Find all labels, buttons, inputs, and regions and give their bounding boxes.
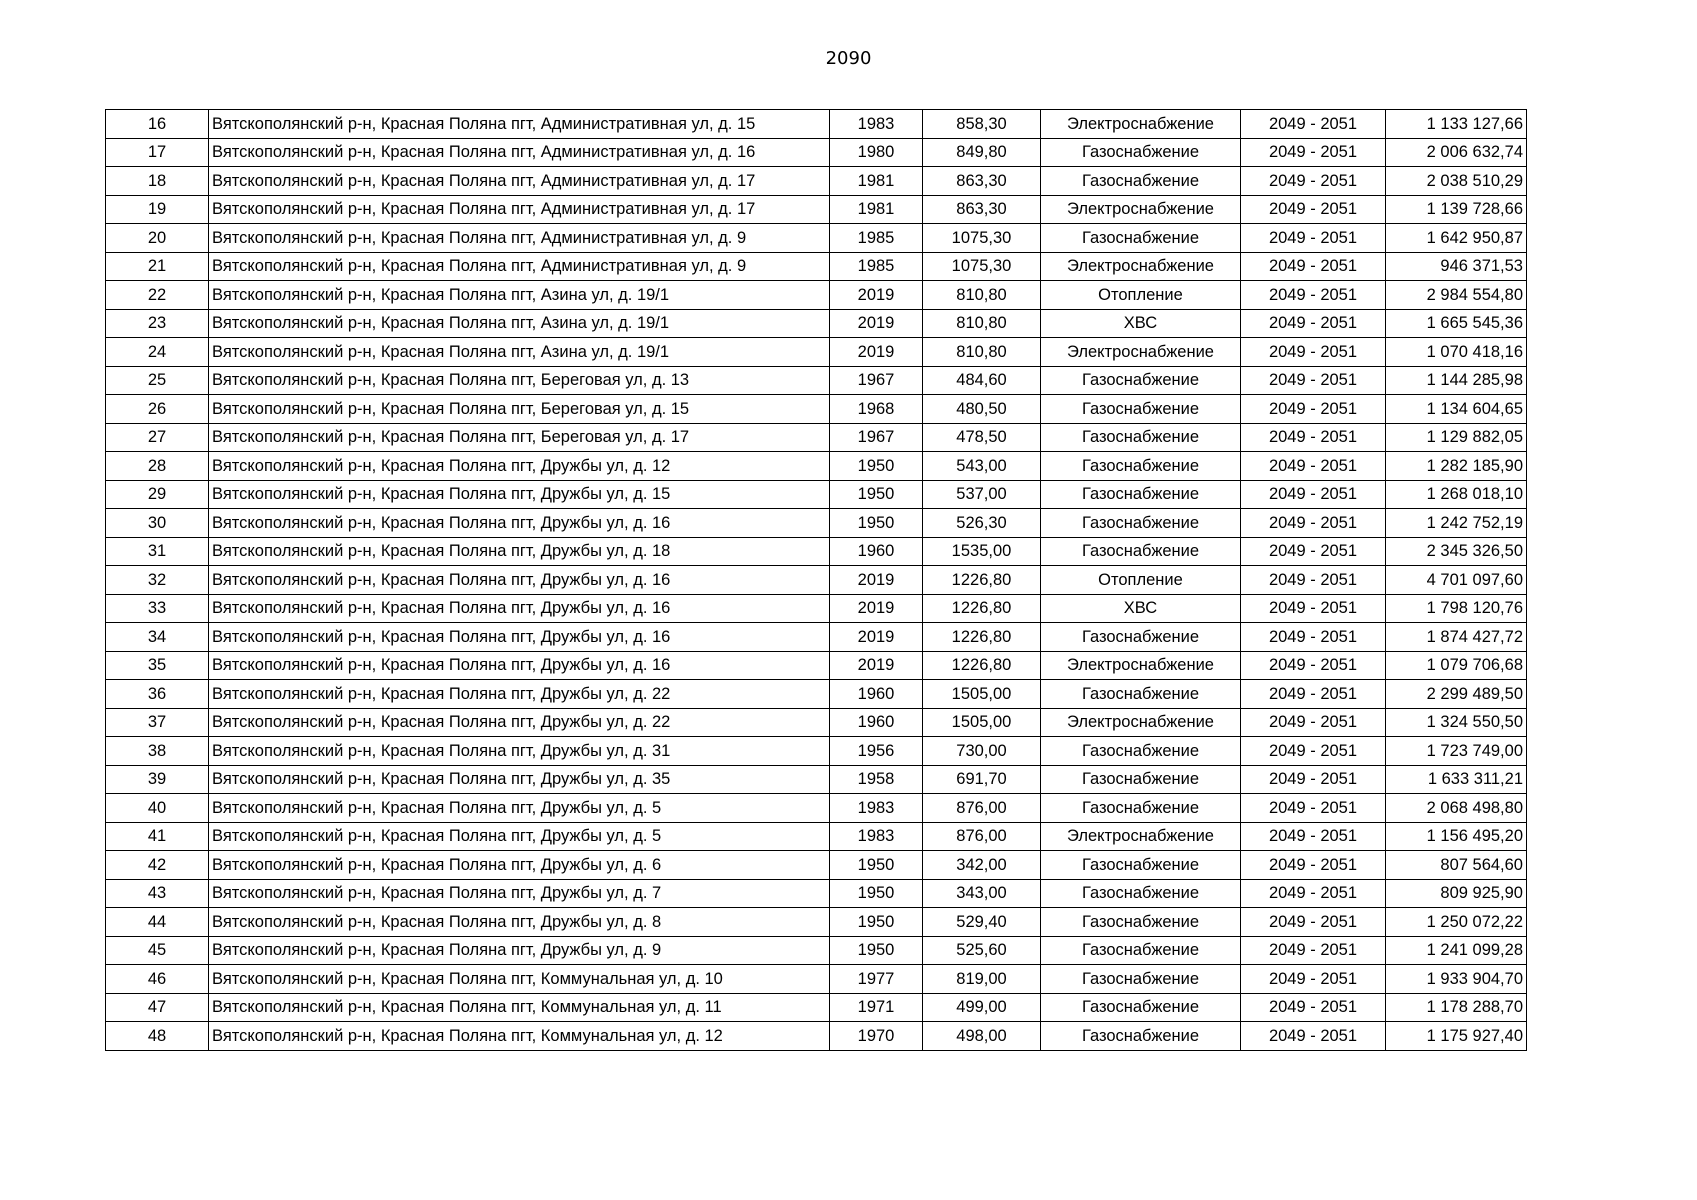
cost-cell: 1 079 706,68 [1386,651,1527,680]
address-cell: Вятскополянский р-н, Красная Поляна пгт, Коммунальная ул, д. 12 [209,1022,830,1051]
address-cell: Вятскополянский р-н, Красная Поляна пгт, Береговая ул, д. 17 [209,423,830,452]
area-cell: 858,30 [923,110,1041,139]
address-cell: Вятскополянский р-н, Красная Поляна пгт, Административная ул, д. 9 [209,224,830,253]
service-type-cell: Газоснабжение [1041,480,1241,509]
table-body [106,110,1527,1051]
table-row [106,252,1527,281]
build-year-cell: 1950 [830,908,923,937]
service-type-cell: Электроснабжение [1041,110,1241,139]
service-type-cell: Газоснабжение [1041,366,1241,395]
cost-cell: 1 144 285,98 [1386,366,1527,395]
table-row [106,851,1527,880]
row-number-cell: 21 [106,252,209,281]
service-type-cell: Газоснабжение [1041,879,1241,908]
build-year-cell: 1950 [830,509,923,538]
address-cell: Вятскополянский р-н, Красная Поляна пгт, Дружбы ул, д. 16 [209,566,830,595]
build-year-cell: 1950 [830,480,923,509]
service-type-cell: Электроснабжение [1041,195,1241,224]
cost-cell: 1 175 927,40 [1386,1022,1527,1051]
cost-cell: 1 070 418,16 [1386,338,1527,367]
cost-cell: 1 241 099,28 [1386,936,1527,965]
period-cell: 2049 - 2051 [1241,452,1386,481]
period-cell: 2049 - 2051 [1241,737,1386,766]
table-row [106,936,1527,965]
row-number-cell: 27 [106,423,209,452]
address-cell: Вятскополянский р-н, Красная Поляна пгт, Административная ул, д. 17 [209,195,830,224]
cost-cell: 4 701 097,60 [1386,566,1527,595]
repair-schedule-table [105,109,1527,1051]
build-year-cell: 1960 [830,537,923,566]
area-cell: 526,30 [923,509,1041,538]
period-cell: 2049 - 2051 [1241,993,1386,1022]
address-cell: Вятскополянский р-н, Красная Поляна пгт, Азина ул, д. 19/1 [209,309,830,338]
area-cell: 1226,80 [923,651,1041,680]
cost-cell: 1 874 427,72 [1386,623,1527,652]
table-row [106,1022,1527,1051]
row-number-cell: 31 [106,537,209,566]
table-row [106,452,1527,481]
service-type-cell: Газоснабжение [1041,794,1241,823]
cost-cell: 1 282 185,90 [1386,452,1527,481]
table-row [106,708,1527,737]
area-cell: 1075,30 [923,252,1041,281]
cost-cell: 1 134 604,65 [1386,395,1527,424]
period-cell: 2049 - 2051 [1241,680,1386,709]
address-cell: Вятскополянский р-н, Красная Поляна пгт, Дружбы ул, д. 8 [209,908,830,937]
build-year-cell: 1977 [830,965,923,994]
table-row [106,509,1527,538]
address-cell: Вятскополянский р-н, Красная Поляна пгт, Административная ул, д. 17 [209,167,830,196]
cost-cell: 1 250 072,22 [1386,908,1527,937]
address-cell: Вятскополянский р-н, Красная Поляна пгт, Береговая ул, д. 15 [209,395,830,424]
period-cell: 2049 - 2051 [1241,794,1386,823]
table-row [106,566,1527,595]
cost-cell: 2 345 326,50 [1386,537,1527,566]
area-cell: 543,00 [923,452,1041,481]
address-cell: Вятскополянский р-н, Красная Поляна пгт, Дружбы ул, д. 16 [209,651,830,680]
cost-cell: 2 299 489,50 [1386,680,1527,709]
period-cell: 2049 - 2051 [1241,309,1386,338]
service-type-cell: Газоснабжение [1041,737,1241,766]
row-number-cell: 22 [106,281,209,310]
row-number-cell: 42 [106,851,209,880]
table-row [106,309,1527,338]
period-cell: 2049 - 2051 [1241,623,1386,652]
build-year-cell: 1981 [830,167,923,196]
period-cell: 2049 - 2051 [1241,1022,1386,1051]
cost-cell: 946 371,53 [1386,252,1527,281]
period-cell: 2049 - 2051 [1241,509,1386,538]
cost-cell: 1 723 749,00 [1386,737,1527,766]
service-type-cell: Газоснабжение [1041,965,1241,994]
service-type-cell: Газоснабжение [1041,936,1241,965]
period-cell: 2049 - 2051 [1241,879,1386,908]
build-year-cell: 1958 [830,765,923,794]
row-number-cell: 18 [106,167,209,196]
row-number-cell: 19 [106,195,209,224]
cost-cell: 1 156 495,20 [1386,822,1527,851]
area-cell: 1505,00 [923,680,1041,709]
area-cell: 730,00 [923,737,1041,766]
service-type-cell: Газоснабжение [1041,765,1241,794]
period-cell: 2049 - 2051 [1241,651,1386,680]
cost-cell: 1 665 545,36 [1386,309,1527,338]
row-number-cell: 16 [106,110,209,139]
area-cell: 1226,80 [923,623,1041,652]
area-cell: 525,60 [923,936,1041,965]
build-year-cell: 1960 [830,708,923,737]
area-cell: 876,00 [923,822,1041,851]
period-cell: 2049 - 2051 [1241,395,1386,424]
cost-cell: 807 564,60 [1386,851,1527,880]
period-cell: 2049 - 2051 [1241,594,1386,623]
cost-cell: 809 925,90 [1386,879,1527,908]
address-cell: Вятскополянский р-н, Красная Поляна пгт, Дружбы ул, д. 7 [209,879,830,908]
period-cell: 2049 - 2051 [1241,908,1386,937]
address-cell: Вятскополянский р-н, Красная Поляна пгт, Дружбы ул, д. 5 [209,822,830,851]
build-year-cell: 1983 [830,822,923,851]
cost-cell: 1 324 550,50 [1386,708,1527,737]
row-number-cell: 48 [106,1022,209,1051]
table-row [106,680,1527,709]
period-cell: 2049 - 2051 [1241,195,1386,224]
table-row [106,822,1527,851]
cost-cell: 1 139 728,66 [1386,195,1527,224]
row-number-cell: 33 [106,594,209,623]
build-year-cell: 1983 [830,110,923,139]
address-cell: Вятскополянский р-н, Красная Поляна пгт, Коммунальная ул, д. 10 [209,965,830,994]
period-cell: 2049 - 2051 [1241,708,1386,737]
area-cell: 480,50 [923,395,1041,424]
table-row [106,423,1527,452]
row-number-cell: 40 [106,794,209,823]
service-type-cell: ХВС [1041,309,1241,338]
build-year-cell: 1985 [830,224,923,253]
period-cell: 2049 - 2051 [1241,480,1386,509]
cost-cell: 1 133 127,66 [1386,110,1527,139]
address-cell: Вятскополянский р-н, Красная Поляна пгт, Дружбы ул, д. 16 [209,594,830,623]
area-cell: 691,70 [923,765,1041,794]
table-row [106,167,1527,196]
cost-cell: 1 129 882,05 [1386,423,1527,452]
row-number-cell: 17 [106,138,209,167]
row-number-cell: 35 [106,651,209,680]
address-cell: Вятскополянский р-н, Красная Поляна пгт, Коммунальная ул, д. 11 [209,993,830,1022]
table-row [106,281,1527,310]
period-cell: 2049 - 2051 [1241,110,1386,139]
address-cell: Вятскополянский р-н, Красная Поляна пгт, Дружбы ул, д. 16 [209,623,830,652]
area-cell: 529,40 [923,908,1041,937]
service-type-cell: Газоснабжение [1041,993,1241,1022]
cost-cell: 1 642 950,87 [1386,224,1527,253]
cost-cell: 1 242 752,19 [1386,509,1527,538]
table-row [106,737,1527,766]
cost-cell: 2 038 510,29 [1386,167,1527,196]
cost-cell: 1 178 288,70 [1386,993,1527,1022]
service-type-cell: Отопление [1041,566,1241,595]
service-type-cell: Газоснабжение [1041,452,1241,481]
table-row [106,594,1527,623]
period-cell: 2049 - 2051 [1241,822,1386,851]
area-cell: 1075,30 [923,224,1041,253]
table-row [106,195,1527,224]
table-row [106,138,1527,167]
area-cell: 810,80 [923,309,1041,338]
service-type-cell: Отопление [1041,281,1241,310]
address-cell: Вятскополянский р-н, Красная Поляна пгт, Дружбы ул, д. 31 [209,737,830,766]
table-row [106,794,1527,823]
page-number: 2090 [825,48,872,69]
row-number-cell: 24 [106,338,209,367]
row-number-cell: 47 [106,993,209,1022]
area-cell: 537,00 [923,480,1041,509]
area-cell: 810,80 [923,338,1041,367]
build-year-cell: 1985 [830,252,923,281]
table-row [106,366,1527,395]
build-year-cell: 1960 [830,680,923,709]
table-row [106,965,1527,994]
build-year-cell: 1950 [830,879,923,908]
address-cell: Вятскополянский р-н, Красная Поляна пгт, Административная ул, д. 16 [209,138,830,167]
period-cell: 2049 - 2051 [1241,537,1386,566]
cost-cell: 1 798 120,76 [1386,594,1527,623]
build-year-cell: 1970 [830,1022,923,1051]
build-year-cell: 1967 [830,423,923,452]
area-cell: 484,60 [923,366,1041,395]
area-cell: 849,80 [923,138,1041,167]
service-type-cell: Газоснабжение [1041,537,1241,566]
service-type-cell: Электроснабжение [1041,708,1241,737]
area-cell: 1535,00 [923,537,1041,566]
build-year-cell: 1967 [830,366,923,395]
period-cell: 2049 - 2051 [1241,167,1386,196]
area-cell: 863,30 [923,195,1041,224]
table-row [106,765,1527,794]
area-cell: 343,00 [923,879,1041,908]
build-year-cell: 1968 [830,395,923,424]
address-cell: Вятскополянский р-н, Красная Поляна пгт, Дружбы ул, д. 15 [209,480,830,509]
service-type-cell: Газоснабжение [1041,851,1241,880]
area-cell: 1226,80 [923,566,1041,595]
row-number-cell: 37 [106,708,209,737]
period-cell: 2049 - 2051 [1241,224,1386,253]
cost-cell: 1 933 904,70 [1386,965,1527,994]
build-year-cell: 1950 [830,936,923,965]
area-cell: 810,80 [923,281,1041,310]
area-cell: 498,00 [923,1022,1041,1051]
table-row [106,993,1527,1022]
build-year-cell: 1983 [830,794,923,823]
area-cell: 1226,80 [923,594,1041,623]
row-number-cell: 30 [106,509,209,538]
row-number-cell: 32 [106,566,209,595]
address-cell: Вятскополянский р-н, Красная Поляна пгт, Береговая ул, д. 13 [209,366,830,395]
service-type-cell: Газоснабжение [1041,167,1241,196]
period-cell: 2049 - 2051 [1241,281,1386,310]
period-cell: 2049 - 2051 [1241,252,1386,281]
row-number-cell: 34 [106,623,209,652]
service-type-cell: Газоснабжение [1041,138,1241,167]
period-cell: 2049 - 2051 [1241,936,1386,965]
service-type-cell: Газоснабжение [1041,680,1241,709]
period-cell: 2049 - 2051 [1241,851,1386,880]
service-type-cell: Электроснабжение [1041,822,1241,851]
address-cell: Вятскополянский р-н, Красная Поляна пгт, Дружбы ул, д. 9 [209,936,830,965]
cost-cell: 2 068 498,80 [1386,794,1527,823]
service-type-cell: Газоснабжение [1041,1022,1241,1051]
service-type-cell: Газоснабжение [1041,509,1241,538]
table-row [106,338,1527,367]
row-number-cell: 29 [106,480,209,509]
row-number-cell: 44 [106,908,209,937]
area-cell: 863,30 [923,167,1041,196]
table-row [106,623,1527,652]
row-number-cell: 23 [106,309,209,338]
build-year-cell: 2019 [830,309,923,338]
period-cell: 2049 - 2051 [1241,423,1386,452]
build-year-cell: 2019 [830,338,923,367]
address-cell: Вятскополянский р-н, Красная Поляна пгт, Дружбы ул, д. 18 [209,537,830,566]
table-row [106,879,1527,908]
build-year-cell: 1980 [830,138,923,167]
build-year-cell: 1981 [830,195,923,224]
service-type-cell: Электроснабжение [1041,252,1241,281]
cost-cell: 1 268 018,10 [1386,480,1527,509]
build-year-cell: 2019 [830,623,923,652]
table-row [106,908,1527,937]
service-type-cell: Газоснабжение [1041,623,1241,652]
table-row [106,395,1527,424]
row-number-cell: 25 [106,366,209,395]
build-year-cell: 2019 [830,566,923,595]
cost-cell: 2 984 554,80 [1386,281,1527,310]
table-row [106,110,1527,139]
service-type-cell: ХВС [1041,594,1241,623]
area-cell: 876,00 [923,794,1041,823]
row-number-cell: 46 [106,965,209,994]
address-cell: Вятскополянский р-н, Красная Поляна пгт, Дружбы ул, д. 12 [209,452,830,481]
period-cell: 2049 - 2051 [1241,338,1386,367]
row-number-cell: 36 [106,680,209,709]
area-cell: 499,00 [923,993,1041,1022]
build-year-cell: 1971 [830,993,923,1022]
build-year-cell: 1956 [830,737,923,766]
row-number-cell: 41 [106,822,209,851]
area-cell: 478,50 [923,423,1041,452]
cost-cell: 2 006 632,74 [1386,138,1527,167]
row-number-cell: 45 [106,936,209,965]
row-number-cell: 38 [106,737,209,766]
address-cell: Вятскополянский р-н, Красная Поляна пгт, Дружбы ул, д. 22 [209,680,830,709]
area-cell: 1505,00 [923,708,1041,737]
address-cell: Вятскополянский р-н, Красная Поляна пгт, Дружбы ул, д. 5 [209,794,830,823]
table-row [106,480,1527,509]
build-year-cell: 2019 [830,281,923,310]
period-cell: 2049 - 2051 [1241,366,1386,395]
table-row [106,537,1527,566]
service-type-cell: Газоснабжение [1041,423,1241,452]
period-cell: 2049 - 2051 [1241,965,1386,994]
row-number-cell: 43 [106,879,209,908]
table-row [106,224,1527,253]
service-type-cell: Электроснабжение [1041,338,1241,367]
area-cell: 819,00 [923,965,1041,994]
row-number-cell: 39 [106,765,209,794]
service-type-cell: Электроснабжение [1041,651,1241,680]
area-cell: 342,00 [923,851,1041,880]
address-cell: Вятскополянский р-н, Красная Поляна пгт, Административная ул, д. 9 [209,252,830,281]
row-number-cell: 28 [106,452,209,481]
address-cell: Вятскополянский р-н, Красная Поляна пгт, Азина ул, д. 19/1 [209,281,830,310]
address-cell: Вятскополянский р-н, Красная Поляна пгт, Дружбы ул, д. 16 [209,509,830,538]
address-cell: Вятскополянский р-н, Красная Поляна пгт, Административная ул, д. 15 [209,110,830,139]
address-cell: Вятскополянский р-н, Красная Поляна пгт, Дружбы ул, д. 22 [209,708,830,737]
row-number-cell: 20 [106,224,209,253]
cost-cell: 1 633 311,21 [1386,765,1527,794]
period-cell: 2049 - 2051 [1241,138,1386,167]
service-type-cell: Газоснабжение [1041,395,1241,424]
address-cell: Вятскополянский р-н, Красная Поляна пгт, Азина ул, д. 19/1 [209,338,830,367]
build-year-cell: 2019 [830,594,923,623]
period-cell: 2049 - 2051 [1241,765,1386,794]
build-year-cell: 1950 [830,452,923,481]
service-type-cell: Газоснабжение [1041,908,1241,937]
table-row [106,651,1527,680]
build-year-cell: 2019 [830,651,923,680]
address-cell: Вятскополянский р-н, Красная Поляна пгт, Дружбы ул, д. 6 [209,851,830,880]
build-year-cell: 1950 [830,851,923,880]
period-cell: 2049 - 2051 [1241,566,1386,595]
service-type-cell: Газоснабжение [1041,224,1241,253]
address-cell: Вятскополянский р-н, Красная Поляна пгт, Дружбы ул, д. 35 [209,765,830,794]
row-number-cell: 26 [106,395,209,424]
